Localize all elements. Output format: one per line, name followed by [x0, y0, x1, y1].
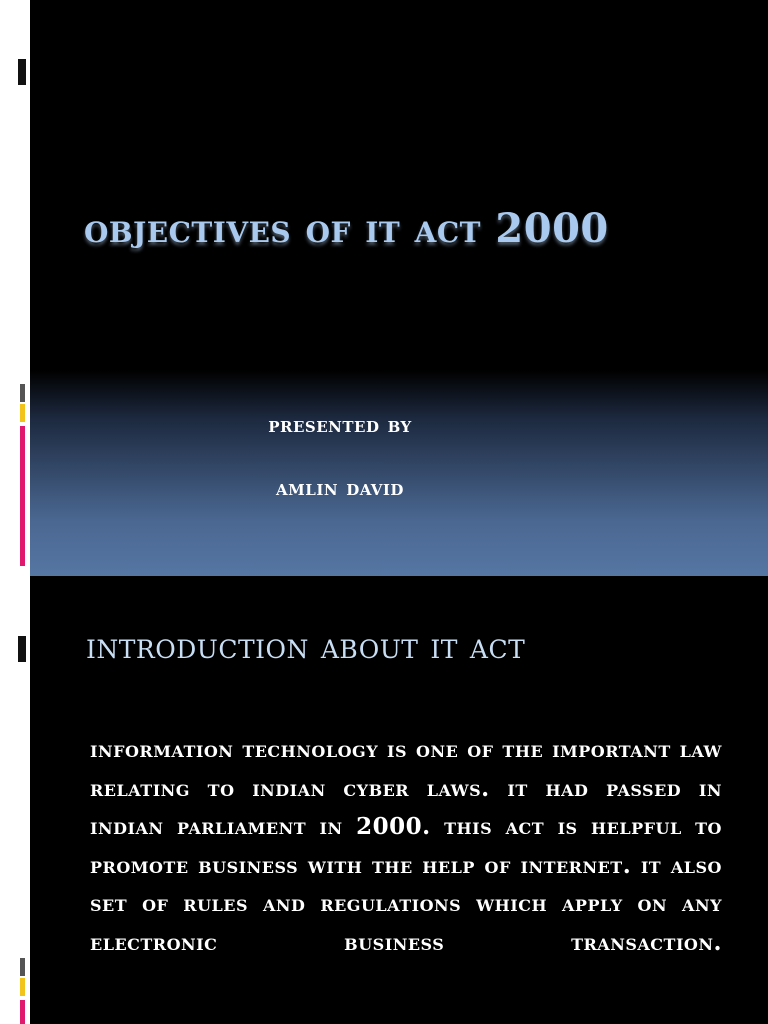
presenter-name: amlin david	[276, 475, 404, 501]
slide-1-edge-marker	[18, 59, 26, 85]
accent-pink-bar	[20, 426, 25, 566]
slide-title	[30, 0, 768, 576]
slide-1-title: objectives of it act 2000	[84, 205, 609, 252]
slide-2-edge-marker	[18, 636, 26, 662]
slide-2-title: introduction about it act	[86, 626, 526, 667]
presented-by-label: presented by	[268, 412, 412, 438]
accent-yellow-bar	[20, 404, 25, 422]
accent-pink-bar-2	[20, 1000, 25, 1024]
accent-gray-bar	[20, 384, 25, 402]
accent-yellow-bar-2	[20, 978, 25, 996]
slide-introduction	[30, 576, 768, 1024]
slide-2-body: information technology is one of the important law relating to indian cyber laws. it had passed in indian parliament in 2000. this act is helpful to promote business with the help of internet. it also set of rules and regulations which apply on any electronic business transaction.	[90, 736, 722, 956]
accent-gray-bar-2	[20, 958, 25, 976]
